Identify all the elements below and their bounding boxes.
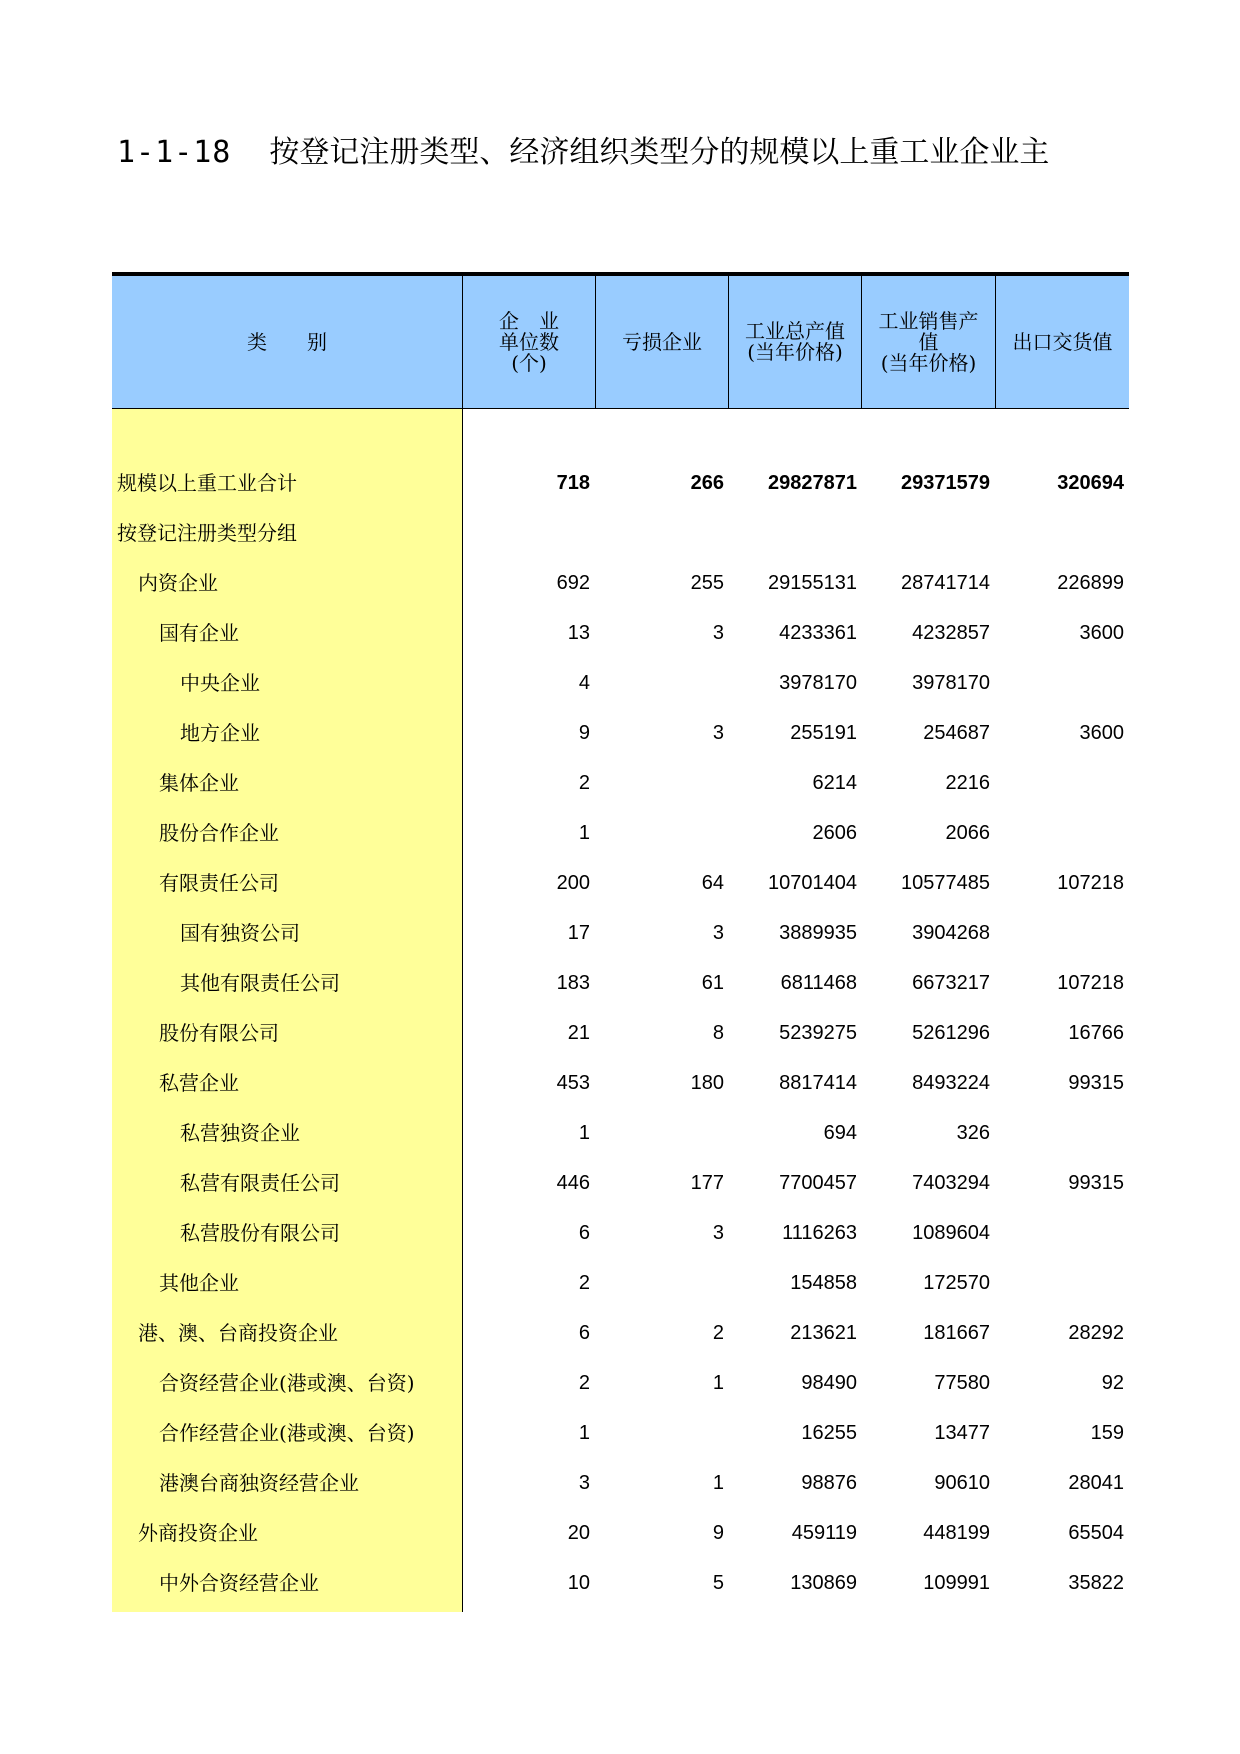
row-label: 集体企业 <box>159 771 239 795</box>
cell-loss-enterprises: 2 <box>712 1322 724 1344</box>
table-title-text: 按登记注册类型、经济组织类型分的规模以上重工业企业主 <box>269 135 1050 170</box>
cell-enterprise-count: 6 <box>578 1222 590 1244</box>
cell-gross-output: 154858 <box>790 1272 857 1294</box>
cell-gross-output: 7700457 <box>779 1172 857 1194</box>
cell-export-value: 107218 <box>1057 972 1124 994</box>
cell-sales-output: 109991 <box>923 1572 990 1594</box>
cell-sales-output: 6673217 <box>912 972 990 994</box>
cell-loss-enterprises <box>595 658 724 708</box>
cell-gross-output: 8817414 <box>779 1072 857 1094</box>
cell-gross-output: 2606 <box>812 822 857 844</box>
cell-export-value <box>995 908 1124 958</box>
cell-enterprise-count: 20 <box>567 1522 590 1544</box>
cell-loss-enterprises: 5 <box>712 1572 724 1594</box>
row-label: 规模以上重工业合计 <box>117 471 297 495</box>
cell-export-value <box>995 758 1124 808</box>
row-label: 国有独资公司 <box>180 921 300 945</box>
cell-loss-enterprises <box>595 808 724 858</box>
cell-export-value: 92 <box>1101 1372 1124 1394</box>
table-row <box>112 808 1129 858</box>
table-row <box>112 1458 1129 1508</box>
cell-enterprise-count: 10 <box>567 1572 590 1594</box>
cell-enterprise-count: 6 <box>578 1322 590 1344</box>
row-label: 私营股份有限公司 <box>180 1221 340 1245</box>
row-label: 国有企业 <box>159 621 239 645</box>
cell-enterprise-count: 200 <box>556 872 590 894</box>
cell-enterprise-count: 718 <box>556 472 590 494</box>
cell-sales-output: 4232857 <box>912 622 990 644</box>
cell-sales-output: 2216 <box>945 772 990 794</box>
table-row <box>112 1208 1129 1258</box>
row-label: 私营企业 <box>159 1071 239 1095</box>
cell-gross-output: 16255 <box>801 1422 857 1444</box>
row-label: 私营有限责任公司 <box>180 1171 340 1195</box>
cell-export-value: 35822 <box>1068 1572 1124 1594</box>
cell-sales-output: 1089604 <box>912 1222 990 1244</box>
table-row <box>112 658 1129 708</box>
cell-gross-output: 29155131 <box>768 572 857 594</box>
table-row <box>112 1408 1129 1458</box>
cell-export-value: 28292 <box>1068 1322 1124 1344</box>
cell-enterprise-count: 13 <box>567 622 590 644</box>
cell-gross-output: 6811468 <box>780 972 857 994</box>
cell-enterprise-count: 2 <box>578 772 590 794</box>
cell-export-value: 320694 <box>1057 472 1124 494</box>
cell-sales-output: 29371579 <box>901 472 990 494</box>
cell-gross-output: 255191 <box>790 722 857 744</box>
table-row <box>112 1158 1129 1208</box>
cell-loss-enterprises: 1 <box>712 1372 724 1394</box>
row-label: 私营独资企业 <box>180 1121 300 1145</box>
cell-enterprise-count: 3 <box>578 1472 590 1494</box>
cell-enterprise-count: 1 <box>578 822 590 844</box>
cell-export-value <box>995 808 1124 858</box>
cell-enterprise-count: 1 <box>578 1122 590 1144</box>
cell-loss-enterprises <box>595 508 724 558</box>
cell-export-value <box>995 658 1124 708</box>
table-row <box>112 1008 1129 1058</box>
table-number: 1-1-18 <box>117 135 232 170</box>
row-label: 合资经营企业(港或澳、台资) <box>159 1371 415 1395</box>
cell-export-value: 226899 <box>1057 572 1124 594</box>
cell-gross-output: 10701404 <box>768 872 857 894</box>
table-row <box>112 858 1129 908</box>
cell-loss-enterprises: 266 <box>690 472 724 494</box>
cell-export-value: 65504 <box>1068 1522 1124 1544</box>
cell-gross-output <box>728 508 857 558</box>
header-category: 类 别 <box>247 329 327 354</box>
row-label: 中央企业 <box>180 671 260 695</box>
cell-enterprise-count: 9 <box>578 722 590 744</box>
cell-loss-enterprises: 1 <box>712 1472 724 1494</box>
cell-export-value <box>995 1258 1124 1308</box>
cell-sales-output: 254687 <box>923 722 990 744</box>
page-title <box>117 128 1129 178</box>
cell-sales-output: 2066 <box>945 822 990 844</box>
cell-enterprise-count: 21 <box>567 1022 590 1044</box>
cell-enterprise-count: 453 <box>556 1072 590 1094</box>
row-label: 港、澳、台商投资企业 <box>138 1321 338 1345</box>
row-label: 内资企业 <box>138 571 218 595</box>
cell-sales-output: 3978170 <box>912 672 990 694</box>
table-row <box>112 758 1129 808</box>
cell-export-value: 3600 <box>1079 622 1124 644</box>
cell-export-value: 159 <box>1090 1422 1124 1444</box>
cell-gross-output: 1116263 <box>782 1222 857 1244</box>
cell-export-value: 99315 <box>1068 1172 1124 1194</box>
cell-sales-output: 77580 <box>934 1372 990 1394</box>
cell-gross-output: 213621 <box>790 1322 857 1344</box>
cell-loss-enterprises: 180 <box>690 1072 724 1094</box>
cell-enterprise-count: 183 <box>556 972 590 994</box>
cell-sales-output: 8493224 <box>912 1072 990 1094</box>
cell-gross-output: 29827871 <box>768 472 857 494</box>
cell-export-value: 28041 <box>1068 1472 1124 1494</box>
table-header <box>112 276 1129 409</box>
header-enterprise-count: 企 业 单位数 (个) <box>462 276 595 408</box>
cell-sales-output: 90610 <box>934 1472 990 1494</box>
cell-sales-output: 7403294 <box>912 1172 990 1194</box>
header-loss-enterprises: 亏损企业 <box>595 276 728 408</box>
cell-gross-output: 459119 <box>791 1522 857 1544</box>
cell-enterprise-count: 17 <box>567 922 590 944</box>
table-body <box>112 458 1129 1608</box>
table-row <box>112 1358 1129 1408</box>
table-row <box>112 1108 1129 1158</box>
cell-export-value <box>995 1208 1124 1258</box>
cell-loss-enterprises: 64 <box>701 872 724 894</box>
cell-export-value: 16766 <box>1068 1022 1124 1044</box>
cell-sales-output: 13477 <box>934 1422 990 1444</box>
cell-sales-output: 326 <box>956 1122 990 1144</box>
table-row <box>112 458 1129 508</box>
cell-sales-output: 448199 <box>923 1522 990 1544</box>
cell-loss-enterprises: 8 <box>712 1022 724 1044</box>
cell-gross-output: 98876 <box>801 1472 857 1494</box>
cell-enterprise-count: 2 <box>578 1272 590 1294</box>
cell-loss-enterprises: 3 <box>712 622 724 644</box>
cell-loss-enterprises <box>595 758 724 808</box>
table-row <box>112 558 1129 608</box>
cell-loss-enterprises: 255 <box>690 572 724 594</box>
cell-gross-output: 130869 <box>790 1572 857 1594</box>
cell-gross-output: 98490 <box>801 1372 857 1394</box>
cell-gross-output: 6214 <box>812 772 857 794</box>
cell-enterprise-count <box>462 508 590 558</box>
cell-enterprise-count: 4 <box>578 672 590 694</box>
header-gross-output: 工业总产值 (当年价格) <box>728 276 861 408</box>
row-label: 股份合作企业 <box>159 821 279 845</box>
cell-export-value: 107218 <box>1057 872 1124 894</box>
cell-loss-enterprises <box>595 1108 724 1158</box>
header-sales-output: 工业销售产 值 (当年价格) <box>861 276 995 408</box>
cell-export-value: 99315 <box>1068 1072 1124 1094</box>
cell-loss-enterprises <box>595 1408 724 1458</box>
header-export-value: 出口交货值 <box>995 276 1129 408</box>
cell-loss-enterprises: 61 <box>701 972 724 994</box>
row-label: 中外合资经营企业 <box>159 1571 319 1595</box>
table-row <box>112 958 1129 1008</box>
cell-sales-output: 28741714 <box>901 572 990 594</box>
cell-loss-enterprises: 177 <box>690 1172 724 1194</box>
cell-sales-output: 5261296 <box>912 1022 990 1044</box>
row-label: 股份有限公司 <box>159 1021 279 1045</box>
table-row <box>112 1258 1129 1308</box>
cell-enterprise-count: 1 <box>578 1422 590 1444</box>
cell-loss-enterprises: 3 <box>712 1222 724 1244</box>
cell-enterprise-count: 446 <box>556 1172 590 1194</box>
table-row <box>112 508 1129 558</box>
table-row <box>112 1058 1129 1108</box>
cell-sales-output: 181667 <box>923 1322 990 1344</box>
cell-gross-output: 694 <box>823 1122 857 1144</box>
cell-gross-output: 5239275 <box>779 1022 857 1044</box>
row-label: 合作经营企业(港或澳、台资) <box>159 1421 415 1445</box>
cell-gross-output: 4233361 <box>779 622 857 644</box>
cell-loss-enterprises: 9 <box>712 1522 724 1544</box>
table-row <box>112 1508 1129 1558</box>
table-row <box>112 1558 1129 1608</box>
table-row <box>112 708 1129 758</box>
cell-loss-enterprises: 3 <box>712 722 724 744</box>
row-label: 有限责任公司 <box>159 871 279 895</box>
row-label: 外商投资企业 <box>138 1521 258 1545</box>
cell-loss-enterprises <box>595 1258 724 1308</box>
row-label: 其他企业 <box>159 1271 239 1295</box>
table-row <box>112 908 1129 958</box>
statistics-table <box>112 272 1129 1612</box>
row-label: 按登记注册类型分组 <box>117 521 297 545</box>
cell-enterprise-count: 2 <box>578 1372 590 1394</box>
row-label: 其他有限责任公司 <box>180 971 340 995</box>
cell-sales-output: 3904268 <box>912 922 990 944</box>
cell-enterprise-count: 692 <box>556 572 590 594</box>
cell-loss-enterprises: 3 <box>712 922 724 944</box>
cell-sales-output: 172570 <box>923 1272 990 1294</box>
cell-export-value <box>995 508 1124 558</box>
row-label: 地方企业 <box>180 721 260 745</box>
cell-export-value <box>995 1108 1124 1158</box>
table-row <box>112 608 1129 658</box>
cell-gross-output: 3889935 <box>779 922 857 944</box>
cell-sales-output: 10577485 <box>901 872 990 894</box>
row-label: 港澳台商独资经营企业 <box>159 1471 359 1495</box>
cell-gross-output: 3978170 <box>779 672 857 694</box>
table-row <box>112 1308 1129 1358</box>
cell-sales-output <box>861 508 990 558</box>
cell-export-value: 3600 <box>1079 722 1124 744</box>
